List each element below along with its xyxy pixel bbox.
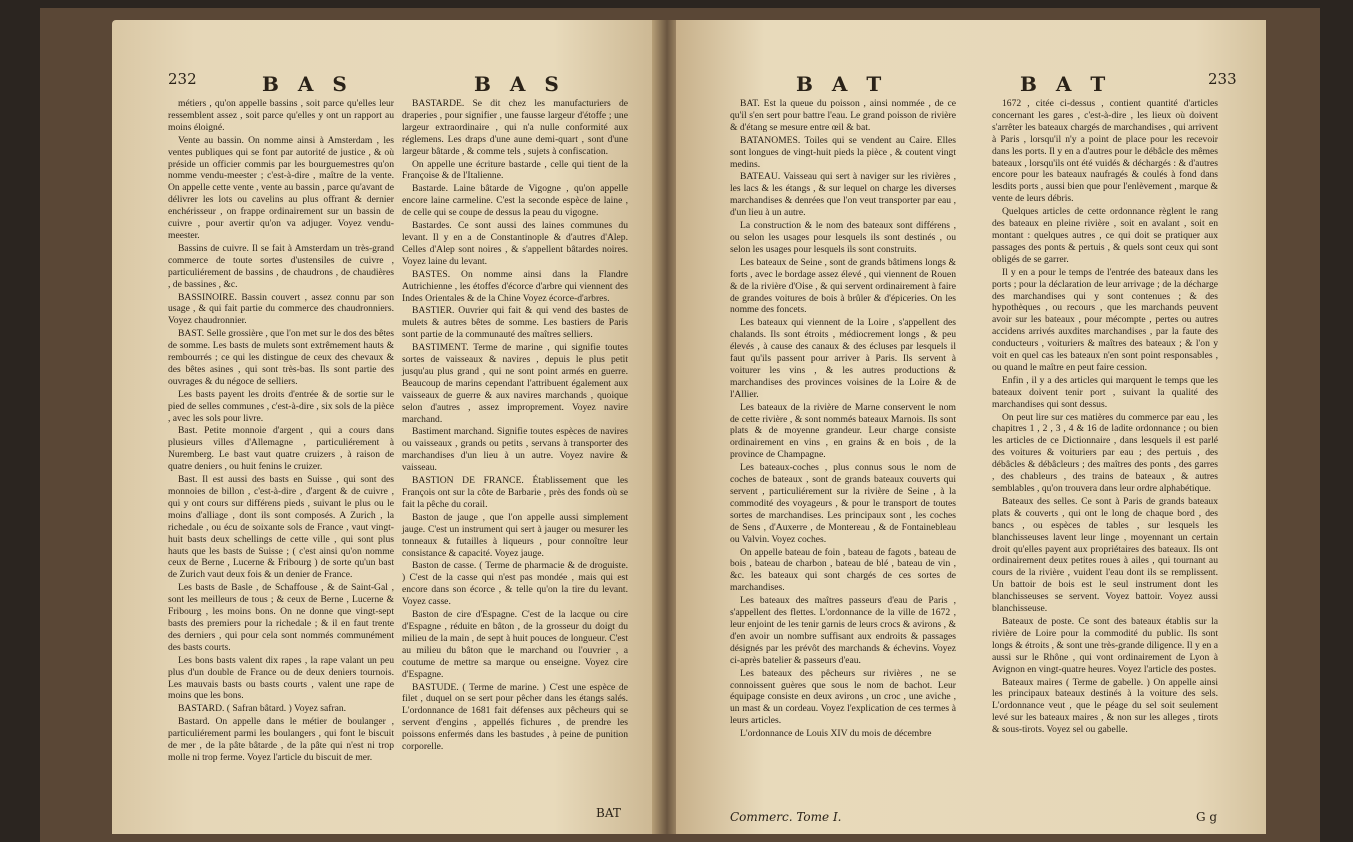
paragraph: BASTARD. ( Safran bâtard. ) Voyez safran. xyxy=(178,703,347,715)
paragraph: On peut lire sur ces matières du commerce par eau , les chapitres 1 , 2 , 3 , 4 & 16 de ladite ordonnance ; ou bien les articles de ce Dictionnaire , dans lesquels il est parlé des voitures & voituriers par eau ; des pertuis , des débâcles & débâcleurs ; des maîtres des ponts , des garres , des chableurs , des trains de bateaux , & autres semblables , qu'on trouvera dans leur ordre alphabétique. xyxy=(992,411,1218,494)
paragraph: L'ordonnance de Louis XIV du mois de décembre xyxy=(740,728,932,740)
right-page xyxy=(676,20,1266,834)
paragraph: Baston de casse. ( Terme de pharmacie & de droguiste. ) C'est de la casse qui n'est pas mondée , mais qui est encore dans son écorce , & telle qu'on la tire du levant. Voyez casse. xyxy=(402,560,628,608)
paragraph: BASSINOIRE. Bassin couvert , assez connu par son usage , & qui fait partie du commerce des chaudronniers. Voyez chaudronnier. xyxy=(168,291,394,327)
paragraph: Les bateaux qui viennent de la Loire , s'appellent des chalands. Ils sont étroits , médiocrement longs , & peu élevés , à cause des canaux & des écluses par lesquels il faut qu'ils passent pour arriver à Paris. Ils servent à voiturer les vins , & les autres productions & marchandises des provinces voisines de la Loire & de l'Allier. xyxy=(730,317,956,400)
paragraph: BATEAU. Vaisseau qui sert à naviger sur les rivières , les lacs & les étangs , & sur lequel on charge les diverses marchandises & denrées que l'on veut transporter par eau , d'un lieu à un autre. xyxy=(730,171,956,219)
paragraph: métiers , qu'on appelle bassins , soit parce qu'elles leur ressemblent assez , soit parce qu'elles y ont un rapport au moins éloigné. xyxy=(168,98,394,133)
paragraph: Les bateaux des pêcheurs sur rivières , ne se connoissent guères que sous le nom de bachot. Leur équipage consiste en deux avirons , un croc , une aviche , un mast & un cordeau. Voyez l'explication de ces termes à leurs articles. xyxy=(730,667,956,727)
paragraph: On appelle bateau de foin , bateau de fagots , bateau de bois , bateau de charbon , bateau de blé , bateau de vin , &c. les bateaux qui sont chargés de ces sortes de marchandises. xyxy=(730,546,956,594)
paragraph: BATANOMES. Toiles qui se vendent au Caire. Elles sont longues de vingt-huit pieds la pièce , & coutent vingt medins. xyxy=(730,134,956,170)
paragraph: Bassins de cuivre. Il se fait à Amsterdam un très-grand commerce de toute sortes d'ustensiles de cuivre , particuliérement de bassins , de chaudrons , de chaudières , de bassines , &c. xyxy=(168,242,394,290)
paragraph: Bast. Il est aussi des basts en Suisse , qui sont des monnoies de billon , c'est-à-dire , d'argent & de cuivre , qui y ont cours sur différens pieds , suivant le plus ou le moins d'alliage , dont ils sont composés. A Zurich , la richedale , ou écu de soixante sols de France , vaut vingt-huit basts deux schellings de cette ville , qui sont plus hauts que les basts de Suisse ; ( c'est ainsi qu'on nomme ceux de Berne , Lucerne & Fribourg ) de sorte qu'un bast de Zurich vaut deux fois & un denier de France. xyxy=(168,474,394,581)
paragraph: BAT. Est la queue du poisson , ainsi nommée , de ce qu'il s'en sert pour battre l'eau. Le grand poisson de rivière & d'étang se mesure entre œil & bat. xyxy=(730,98,956,133)
paragraph: La construction & le nom des bateaux sont différens , ou selon les usages pour lesquels ils sont destinés , ou selon les usages pour lesquels ils sont construits. xyxy=(730,220,956,255)
paragraph: Les bateaux de la rivière de Marne conservent le nom de cette rivière , & sont nommés bateaux Marnois. Ils sont plats & de moyenne grandeur. Leur charge consiste ordinairement en vins , en grains & en bois , de la province de Champagne. xyxy=(730,401,956,461)
footer-volume: Commerc. Tome I. xyxy=(730,810,842,824)
paragraph: Baston de cire d'Espagne. C'est de la lacque ou cire d'Espagne , réduite en bâton , de la grosseur du doigt du milieu de la main , de sept à huit pouces de longueur. C'est au milieu du bâton que le marchand ou l'ouvrier , a coutume de mettre sa marque ou enseigne. Voyez cire d'Espagne. xyxy=(402,609,628,680)
paragraph: Bastiment marchand. Signifie toutes espèces de navires ou vaisseaux , grands ou petits , servans à transporter des marchandises d'un lieu à un autre. Voyez navire & vaisseau. xyxy=(402,426,628,474)
paragraph: Bateaux de poste. Ce sont des bateaux établis sur la rivière de Loire pour la commodité du public. Ils sont longs & étroits , & sont une très-grande diligence. Il y en a aussi sur le Rhône , qui vont ordinairement de Lyon à Avignon en vingt-quatre heures. Voyez l'article des postes. xyxy=(992,615,1218,675)
running-header: B A S xyxy=(474,72,565,96)
paragraph: Baston de jauge , que l'on appelle aussi simplement jauge. C'est un instrument qui sert à jauger ou mesurer les tonneaux & futailles à liqueurs , pour connoître leur consistance & capacité. Voyez jauge. xyxy=(402,511,628,559)
paragraph: Bastarde. Laine bâtarde de Vigogne , qu'on appelle encore laine carmeline. C'est la seconde espèce de laine , de celle qui se coupe de dessus la peau du vigogne. xyxy=(402,183,628,219)
paragraph: Quelques articles de cette ordonnance règlent le rang des bateaux en pleine rivière , soit en avalant , soit en montant : quelques autres , ce qui doit se pratiquer aux passages des ponts & pertuis , & quels sont ceux qui sont obligés de se garrer. xyxy=(992,206,1218,265)
text-column-1 xyxy=(168,98,394,765)
paragraph: Les basts de Basle , de Schaffouse , & de Saint-Gal , sont les meilleurs de tous ; & ceux de Berne , Lucerne & Fribourg , les moins bons. On ne donne que vingt-sept basts des premiers pour la richedale ; & il en faut trente des derniers , qui pour cela sont nommés communément des basts courts. xyxy=(168,582,394,653)
page-number: 232 xyxy=(168,70,197,88)
paragraph: Bast. Petite monnoie d'argent , qui a cours dans plusieurs villes d'Allemagne , particuliérement à Nuremberg. Le bast vaut quatre cruizers , à raison de quatre deniers , ou huit fenins le cruizer. xyxy=(168,425,394,473)
paragraph: BAST. Selle grossière , que l'on met sur le dos des bêtes de somme. Les basts de mulets sont extrêmement hauts & rembourrés ; ce qui les distingue de ceux des chevaux & des bêtes asines , qui sont très-bas. Ils sont partie des ouvrages & du négoce de selliers. xyxy=(168,328,394,387)
running-header: B A T xyxy=(796,72,888,96)
page-number: 233 xyxy=(1208,70,1237,88)
paragraph: Il y en a pour le temps de l'entrée des bateaux dans les ports ; pour la déclaration de leur arrivage ; de la décharge des marchandises qui y sont contenues ; & des hypothèques , ou recours , que les marchands peuvent avoir sur les bateaux , pour mécompte , pertes ou autres accidens arrivés auxdites marchandises , par la faute des conducteurs , voituriers & maîtres des bateaux ; & l'on y voit en quel cas les bateaux n'en sont point responsables , ou quand le maître en peut faire cession. xyxy=(992,266,1218,373)
left-page xyxy=(112,20,664,834)
paragraph: BASTIER. Ouvrier qui fait & qui vend des bastes de mulets & autres bêtes de somme. Les bastiers de Paris sont partie de la communauté des maîtres selliers. xyxy=(402,305,628,341)
paragraph: BASTION DE FRANCE. Établissement que les François ont sur la côte de Barbarie , près des fonds où se fait la pêche du corail. xyxy=(402,475,628,510)
text-column-1 xyxy=(730,98,956,741)
paragraph: Bastard. On appelle dans le métier de boulanger , particuliérement parmi les boulangers , qui font le biscuit de mer , de la pâte bâtarde , de la pâte qui n'est ni trop molle ni trop ferme. Voyez l'article du biscuit de mer. xyxy=(168,716,394,763)
paragraph: Bateaux maires ( Terme de gabelle. ) On appelle ainsi les principaux bateaux destinés à la voiture des sels. L'ordonnance veut , que le péage du sel soit seulement levé sur les bateaux maires , & non sur les alleges , tirots & sous-tirots. Voyez sel ou gabelle. xyxy=(992,676,1218,736)
paragraph: BASTIMENT. Terme de marine , qui signifie toutes sortes de vaisseaux & navires , depuis le plus petit jusqu'au plus grand , qui ne sont point armés en guerre. Beaucoup de marins cependant l'attribuent également aux vaisseaux de guerre & aux navires marchands , quoique selon d'autres , assez improprement. Voyez navire marchand. xyxy=(402,342,628,425)
paragraph: On appelle une écriture bastarde , celle qui tient de la Françoise & de l'Italienne. xyxy=(402,158,628,182)
text-column-2 xyxy=(992,98,1218,737)
paragraph: 1672 , citée ci-dessus , contient quantité d'articles concernant les gares , c'est-à-dire , les lieux où doivent s'arrêter les bateaux chargés de marchandises , qui arrivent à Paris , lorsqu'il n'y a point de place pour les recevoir dans les ports. Il y en a d'autres pour le débâcle des mêmes bateaux , lorsqu'ils ont été vuidés & déchargés : & d'autres encore pour les bateaux naufragés & coulés à fond dans lesdits ports , aussi bien que pour l'enlèvement , marque & vente de leurs débris. xyxy=(992,98,1218,205)
paragraph: Bastardes. Ce sont aussi des laines communes du levant. Il y en a de Constantinople & d'autres d'Alep. Celles d'Alep sont noires , & s'appellent bâtardes noires. Voyez laine du levant. xyxy=(402,220,628,267)
running-header: B A S xyxy=(262,72,353,96)
paragraph: Les bons basts valent dix rapes , la rape valant un peu plus d'un double de France ou de deux deniers tournois. Les mauvais basts ou basts courts , valent une rape de moins que les bons. xyxy=(168,654,394,702)
paragraph: BASTARDE. Se dit chez les manufacturiers de draperies , pour signifier , une fausse largeur d'étoffe ; une largeur extraordinaire , qui n'a nulle conformité aux réglemens. Les draps d'une aune demi-quart , sont d'une largeur bâtarde , & comme tels , sujets à confiscation. xyxy=(402,98,628,157)
paragraph: BASTUDE. ( Terme de marine. ) C'est une espèce de filet , duquel on se sert pour pêcher dans les étangs salés. L'ordonnance de 1681 fait défenses aux pêcheurs qui se servent d'engins , appellés fichures , de prendre les poissons enfermés dans les bastudes , à peine de punition corporelle. xyxy=(402,681,628,753)
text-column-2 xyxy=(402,98,628,754)
paragraph: Les bateaux-coches , plus connus sous le nom de coches de bateaux , sont de grands bateaux couverts qui servent , particuliérement sur la rivière de Seine , à la commodité des voyageurs , & pour le transport de toutes sortes de marchandises. Les principaux sont , les coches de Sens , d'Auxerre , de Montereau , & de Fontainebleau ou Valvin. Voyez coches. xyxy=(730,462,956,545)
running-header: B A T xyxy=(1020,72,1112,96)
paragraph: Les basts payent les droits d'entrée & de sortie sur le pied de selles communes , c'est-à-dire , six sols de la pièce , avec les sols pour livre. xyxy=(168,388,394,424)
paragraph: Enfin , il y a des articles qui marquent le temps que les bateaux doivent tenir port , suivant la qualité des marchandises qui sont dessus. xyxy=(992,374,1218,410)
paragraph: Les bateaux des maîtres passeurs d'eau de Paris , s'appellent des flettes. L'ordonnance de la ville de 1672 , leur enjoint de les tenir garnis de leurs crocs & avirons , & d'en avoir un nombre suffisant aux endroits & passages désignés par les prévôt des marchands & échevins. Voyez ci-après batelier & passeurs d'eau. xyxy=(730,595,956,666)
paragraph: Vente au bassin. On nomme ainsi à Amsterdam , les ventes publiques qui se font par autorité de justice , & où préside un officier commis par les bourguemestres qu'on nomme vendu-meester ; c'est-à-dire , maître de la vente. On appelle cette vente , vente au bassin , parce qu'avant de délivrer les lots ou cavelins au plus offrant & dernier enchérisseur , on frappe ordinairement sur un bassin de cuivre , pour avertir qu'on va adjuger. Voyez vendu-meester. xyxy=(168,134,394,241)
paragraph: BASTES. On nomme ainsi dans la Flandre Autrichienne , les étoffes d'écorce d'arbre qui viennent des Indes Orientales & de la Chine Voyez écorce-d'arbres. xyxy=(402,268,628,304)
paragraph: Bateaux des selles. Ce sont à Paris de grands bateaux plats & couverts , qui ont le long de chaque bord , des bancs , ou espèces de tables , sur lesquels les blanchisseuses lavent leur linge , moyennant un certain droit qu'elles payent aux propriétaires des bateaux. Ils ont ordinairement deux petites roues à ailes , qui tournant au cours de la rivière , vuident l'eau dont ils se remplissent. Un battoir de bois est le seul instrument dont les blanchisseuses se servent. Voyez battoir. Voyez aussi blanchisseuse. xyxy=(992,495,1218,615)
paragraph: Les bateaux de Seine , sont de grands bâtimens longs & forts , avec le bordage assez élevé , qui viennent de Rouen & de la rivière d'Oise , & qui servent ordinairement à faire de grandes voitures de bois à brûler & d'épiceries. On les nomme des foncets. xyxy=(730,256,956,316)
signature-mark: G g xyxy=(1196,810,1218,824)
catchword: BAT xyxy=(596,806,621,820)
